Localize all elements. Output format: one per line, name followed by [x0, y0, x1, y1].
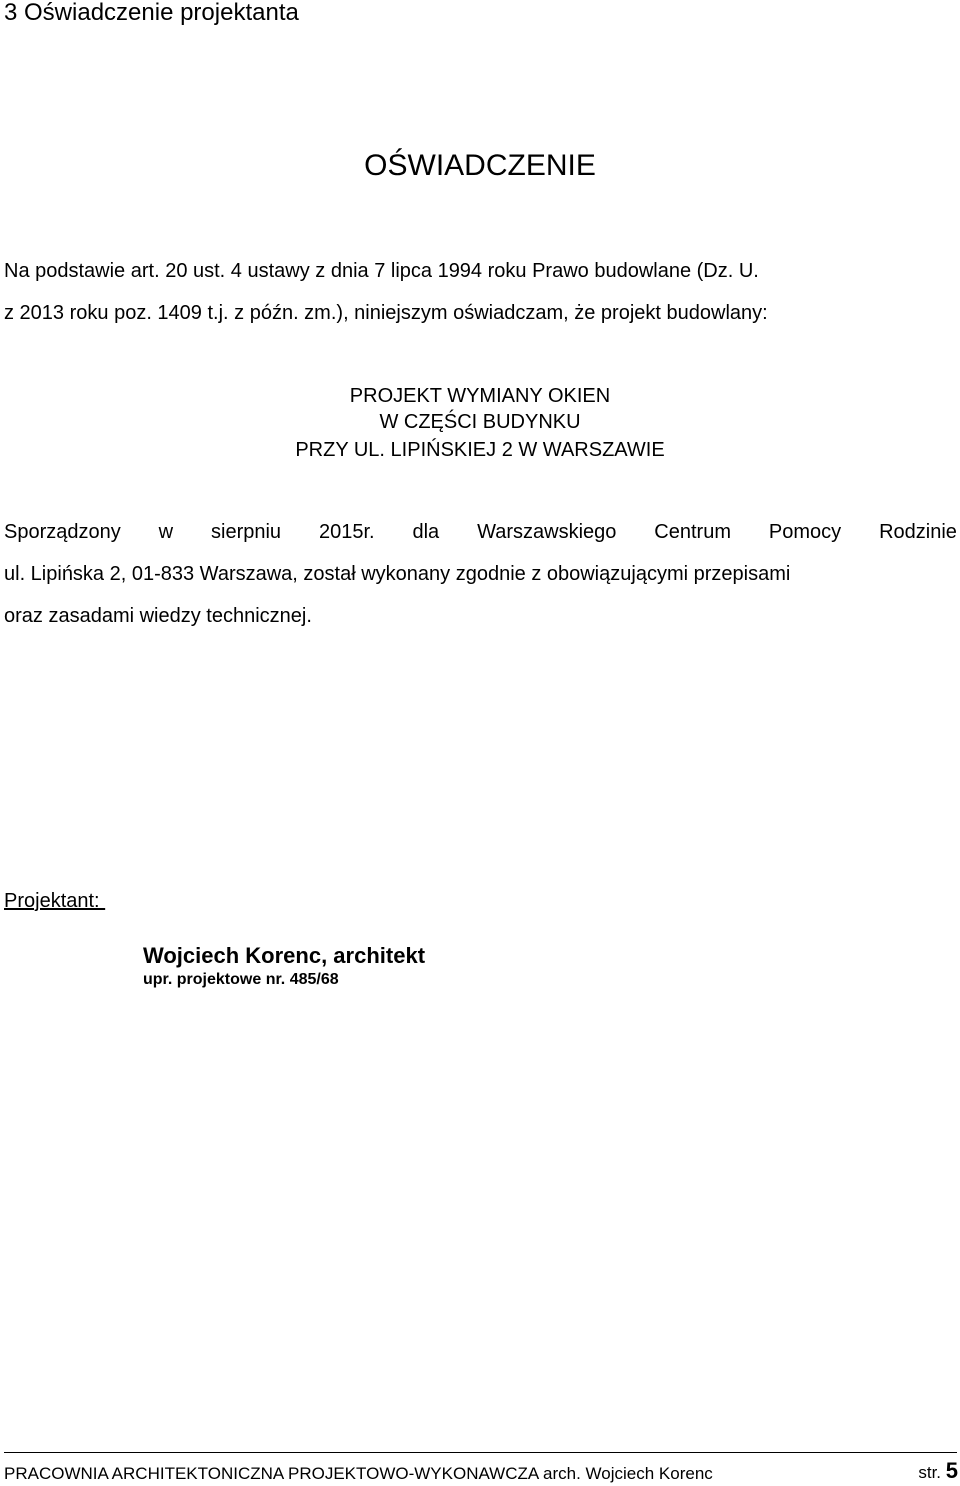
page-number: 5 — [945, 1458, 958, 1483]
footer-divider — [4, 1452, 957, 1453]
statement-word: Pomocy — [768, 521, 842, 543]
section-heading: 3 Oświadczenie projektanta — [4, 0, 299, 26]
footer-company: PRACOWNIA ARCHITEKTONICZNA PROJEKTOWO-WYKONAWCZA arch. Wojciech Korenc — [4, 1464, 713, 1483]
statement-line-2: ul. Lipińska 2, 01-833 Warszawa, został wykonany zgodnie z obowiązującymi przepisami — [4, 563, 791, 585]
statement-word: Sporządzony — [4, 521, 121, 543]
intro-line-1: Na podstawie art. 20 ust. 4 ustawy z dnia 7 lipca 1994 roku Prawo budowlane (Dz. U. — [4, 260, 759, 282]
statement-word: dla — [412, 521, 440, 543]
designer-name: Wojciech Korenc, architekt — [143, 943, 426, 968]
statement-word: Centrum — [654, 521, 731, 543]
project-name-line-3: PRZY UL. LIPIŃSKIEJ 2 W WARSZAWIE — [295, 439, 665, 461]
statement-word: sierpniu — [211, 521, 282, 543]
statement-word: w — [158, 521, 174, 543]
statement-word: 2015r. — [318, 521, 375, 543]
statement-word: Warszawskiego — [477, 521, 617, 543]
statement-line-3: oraz zasadami wiedzy technicznej. — [4, 605, 312, 627]
footer-page — [918, 1460, 958, 1484]
statement-line-1 — [4, 519, 957, 545]
project-name-line-2: W CZĘŚCI BUDYNKU — [379, 411, 581, 433]
document-title: OŚWIADCZENIE — [364, 149, 596, 182]
designer-license: upr. projektowe nr. 485/68 — [143, 971, 339, 988]
statement-word: Rodzinie — [879, 521, 957, 543]
page-label: str. — [918, 1463, 942, 1482]
intro-line-2: z 2013 roku poz. 1409 t.j. z późn. zm.), niniejszym oświadczam, że projekt budowlany: — [4, 302, 768, 324]
project-name-line-1: PROJEKT WYMIANY OKIEN — [349, 385, 611, 407]
designer-label: Projektant: — [4, 890, 106, 912]
